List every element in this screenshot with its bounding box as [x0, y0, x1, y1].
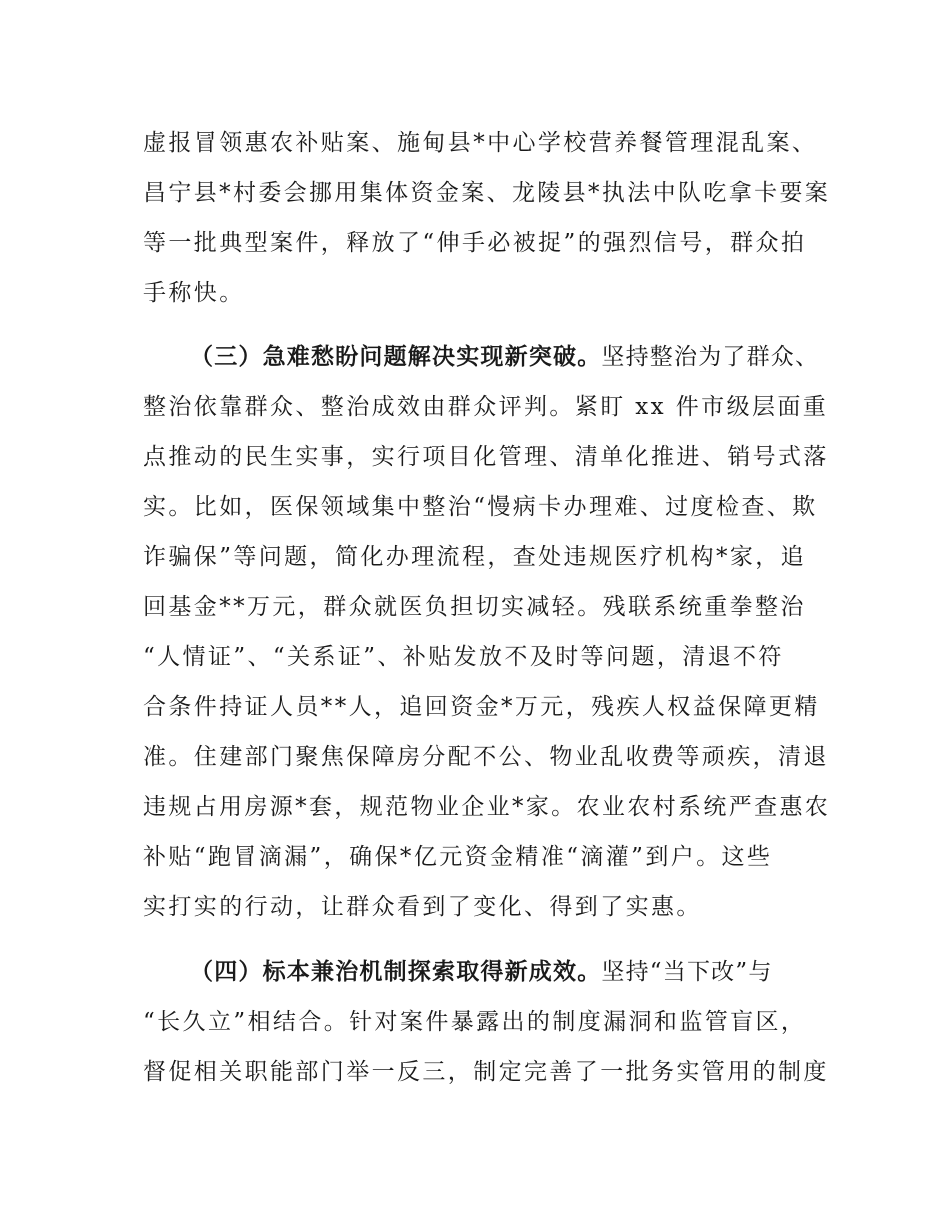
text-line: 回基金**万元，群众就医负担切实减轻。残联系统重拳整治 — [143, 594, 806, 620]
text-line: 点推动的民生实事，实行项目化管理、清单化推进、销号式落 — [143, 444, 829, 470]
text-line: 手称快。 — [143, 280, 245, 306]
text-line: 虚报冒领惠农补贴案、施甸县*中心学校营养餐管理混乱案、 — [143, 130, 818, 156]
section-heading: （三）急难愁盼问题解决实现新突破。 — [190, 344, 602, 370]
text-line: 坚持整治为了群众、 — [601, 344, 820, 370]
text-line: 实。比如，医保领域集中整治“慢病卡办理难、过度检查、欺 — [143, 494, 818, 520]
paragraph-first-line — [190, 957, 773, 987]
text-line: 违规占用房源*套，规范物业企业*家。农业农村系统严查惠农 — [143, 794, 831, 820]
paragraph-first-line — [190, 342, 819, 372]
text-line: 坚持“当下改”与 — [601, 959, 773, 985]
text-line: 合条件持证人员**人，追回资金*万元，残疾人权益保障更精 — [143, 694, 820, 720]
text-line: 昌宁县*村委会挪用集体资金案、龙陵县*执法中队吃拿卡要案 — [143, 180, 831, 206]
text-line: 等一批典型案件，释放了“伸手必被捉”的强烈信号，群众拍 — [143, 230, 807, 256]
text-line: 实打实的行动，让群众看到了变化、得到了实惠。 — [143, 894, 702, 920]
text-line: 督促相关职能部门举一反三，制定完善了一批务实管用的制度 — [143, 1059, 829, 1085]
text-line: “人情证”、“关系证”、补贴发放不及时等问题，清退不符 — [143, 644, 784, 670]
text-line: 诈骗保”等问题，简化办理流程，查处违规医疗机构*家，追 — [143, 544, 807, 570]
text-line: 准。住建部门聚焦保障房分配不公、物业乱收费等顽疾，清退 — [143, 744, 829, 770]
section-heading: （四）标本兼治机制探索取得新成效。 — [190, 959, 602, 985]
text-line: 整治依靠群众、整治成效由群众评判。紧盯 xx 件市级层面重 — [143, 394, 829, 420]
text-line: “长久立”相结合。针对案件暴露出的制度漏洞和监管盲区， — [143, 1009, 807, 1035]
text-line: 补贴“跑冒滴漏”，确保*亿元资金精准“滴灌”到户。这些 — [143, 844, 773, 870]
